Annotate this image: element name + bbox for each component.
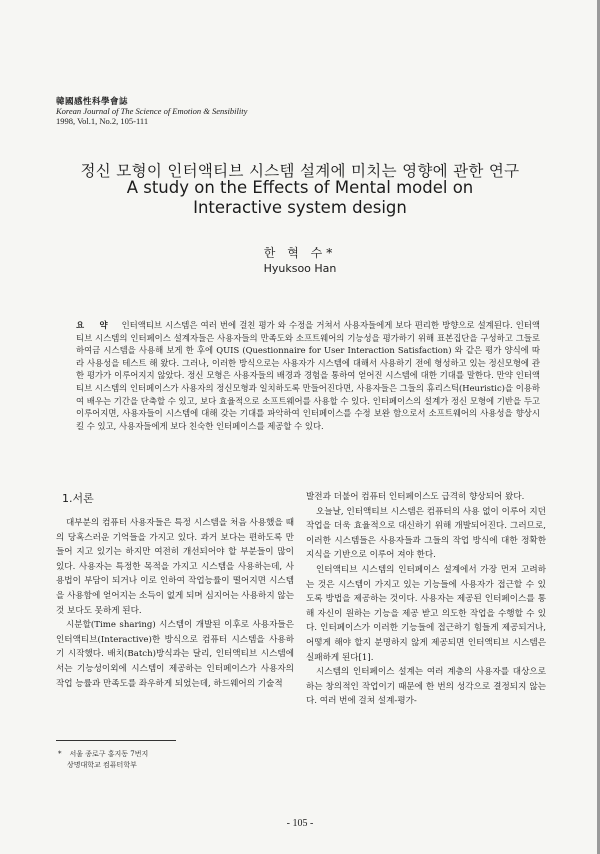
author-name-english: Hyuksoo Han <box>263 262 337 275</box>
body-paragraph: 오늘날, 인터액티브 시스템은 컴퓨터의 사용 없이 이루어 지던 작업을 더욱 효율적으로 대신하기 위해 개발되어진다. 그러므로, 이러한 시스템들은 사용자들과 그들의 작업 방식에 대한 정확한 지식을 기반으로 이루어 져야 한다. <box>306 506 546 561</box>
abstract-label: 요 약 <box>76 320 114 330</box>
body-paragraph: 발전과 더불어 컴퓨터 인터페이스도 급격히 향상되어 왔다. <box>306 492 525 502</box>
page-number: - 105 - <box>286 818 314 829</box>
footnote-affiliation: 상명대학교 컴퓨터학부 <box>67 761 137 769</box>
footnote-address: 서울 종로구 홍지동 7번지 <box>69 750 149 758</box>
paper-title-korean: 정신 모형이 인터액티브 시스템 설계에 미치는 영향에 관한 연구 <box>80 162 520 180</box>
right-column <box>306 490 546 709</box>
abstract-text: 인터액티브 시스템은 여러 번에 걸친 평가 와 수정을 거쳐서 사용자들에게 보다 편리한 방향으로 설계된다. 인터액티브 시스템의 인터페이스 설계자들은 사용자들의 만족도와 소프트웨어의 기능성을 평가하기 위해 표본집단을 구성하고 그들로 하여금 시스템을 사용해 보게 한 후에 QUIS (Questionnaire for User Interaction Satisfaction) 와 같은 평가 양식에 따라 사용성을 테스트 해 왔다. 그러나, 이러한 방식으로는 사용자가 시스템에 대해서 사용하기 전에 형성하고 있는 정신모형에 관한 평가가 이루어지지 않았다. 정신 모형은 사용자들의 배경과 경험을 통하여 얻어진 시스템에 대한 기대를 말한다. 만약 인터액티브 시스템의 인터페이스가 사용자의 정신모형과 일치하도록 만들어진다면, 사용자들은 그들의 휴리스틱(Heuristic)을 이용하여 배우는 기간을 단축할 수 있고, 보다 효율적으로 소프트웨어를 사용할 수 있다. 인터페이스의 설계가 정신 모형에 기반을 두고 이루어지면, 사용자들이 시스템에 대해 갖는 기대를 파악하여 인터페이스를 수정 보완 함으로서 소프트웨어의 사용성을 향상시킬 수 있고, 사용자들에게 보다 친숙한 인터페이스를 제공할 수 있다. <box>76 320 540 431</box>
left-column <box>56 490 294 691</box>
footnote-marker: * <box>58 750 62 758</box>
footnote-divider <box>56 740 176 741</box>
body-paragraph: 인터액티브 시스템의 인터페이스 설계에서 가장 먼저 고려하는 것은 시스템이 가지고 있는 기능들에 사용자가 접근할 수 있도록 방법을 제공하는 것이다. 사용자는 제공된 인터페이스를 통해 자신이 원하는 기능을 제공 받고 의도한 작업을 수행할 수 있다. 인터페이스가 이러한 기능들에 접근하기 힘들게 제공되거나, 어떻게 해야 할지 분명하지 않게 제공되면 인터액티브 시스템은 실패하게 된다[1]. <box>306 564 546 663</box>
paper-title-english: A study on the Effects of Mental model on Interactive system design <box>126 178 474 217</box>
author-name-korean: 한 혁 수* <box>263 246 337 260</box>
footnote <box>58 749 258 771</box>
journal-name-english: Korean Journal of The Science of Emotion & Sensibility <box>56 106 248 116</box>
abstract <box>76 319 540 432</box>
section-heading: 1.서론 <box>62 492 94 505</box>
body-paragraph: 시분할(Time sharing) 시스템이 개발된 이후로 사용자들은 인터액티브(Interactive)한 방식으로 컴퓨터 시스템을 사용하기 시작했다. 배치(Batch)방식과는 달리, 인터액티브 시스템에서는 기능성이외에 시스템이 제공하는 인터페이스가 사용자의 작업 능률과 만족도를 좌우하게 되었는데, 하드웨어의 기술적 <box>56 620 294 689</box>
journal-header <box>56 96 356 126</box>
body-paragraph: 시스템의 인터페이스 설계는 여러 계층의 사용자를 대상으로 하는 창의적인 작업이기 때문에 한 번의 성각으로 결정되지 않는다. 여러 번에 걸쳐 설계-평가- <box>306 667 546 707</box>
journal-name-korean: 韓國感性科學會誌 <box>56 96 129 106</box>
journal-volume: 1998, Vol.1, No.2, 105-111 <box>56 116 149 126</box>
body-paragraph: 대부분의 컴퓨터 사용자들은 특정 시스템을 처음 사용했을 때의 당혹스러운 기억들을 가지고 있다. 과거 보다는 편하도록 만들어 지고 있기는 하지만 여전히 개선되어야 할 부분들이 많이 있다. 사용자는 특정한 목적을 가지고 시스템을 사용하는데, 사용법이 부담이 되거나 이로 인하여 작업능률이 떨어지면 시스템을 사용함에 얻어지는 소득이 없게 되며 심지어는 사용하지 않는 것 보다도 못하게 된다. <box>56 518 294 616</box>
